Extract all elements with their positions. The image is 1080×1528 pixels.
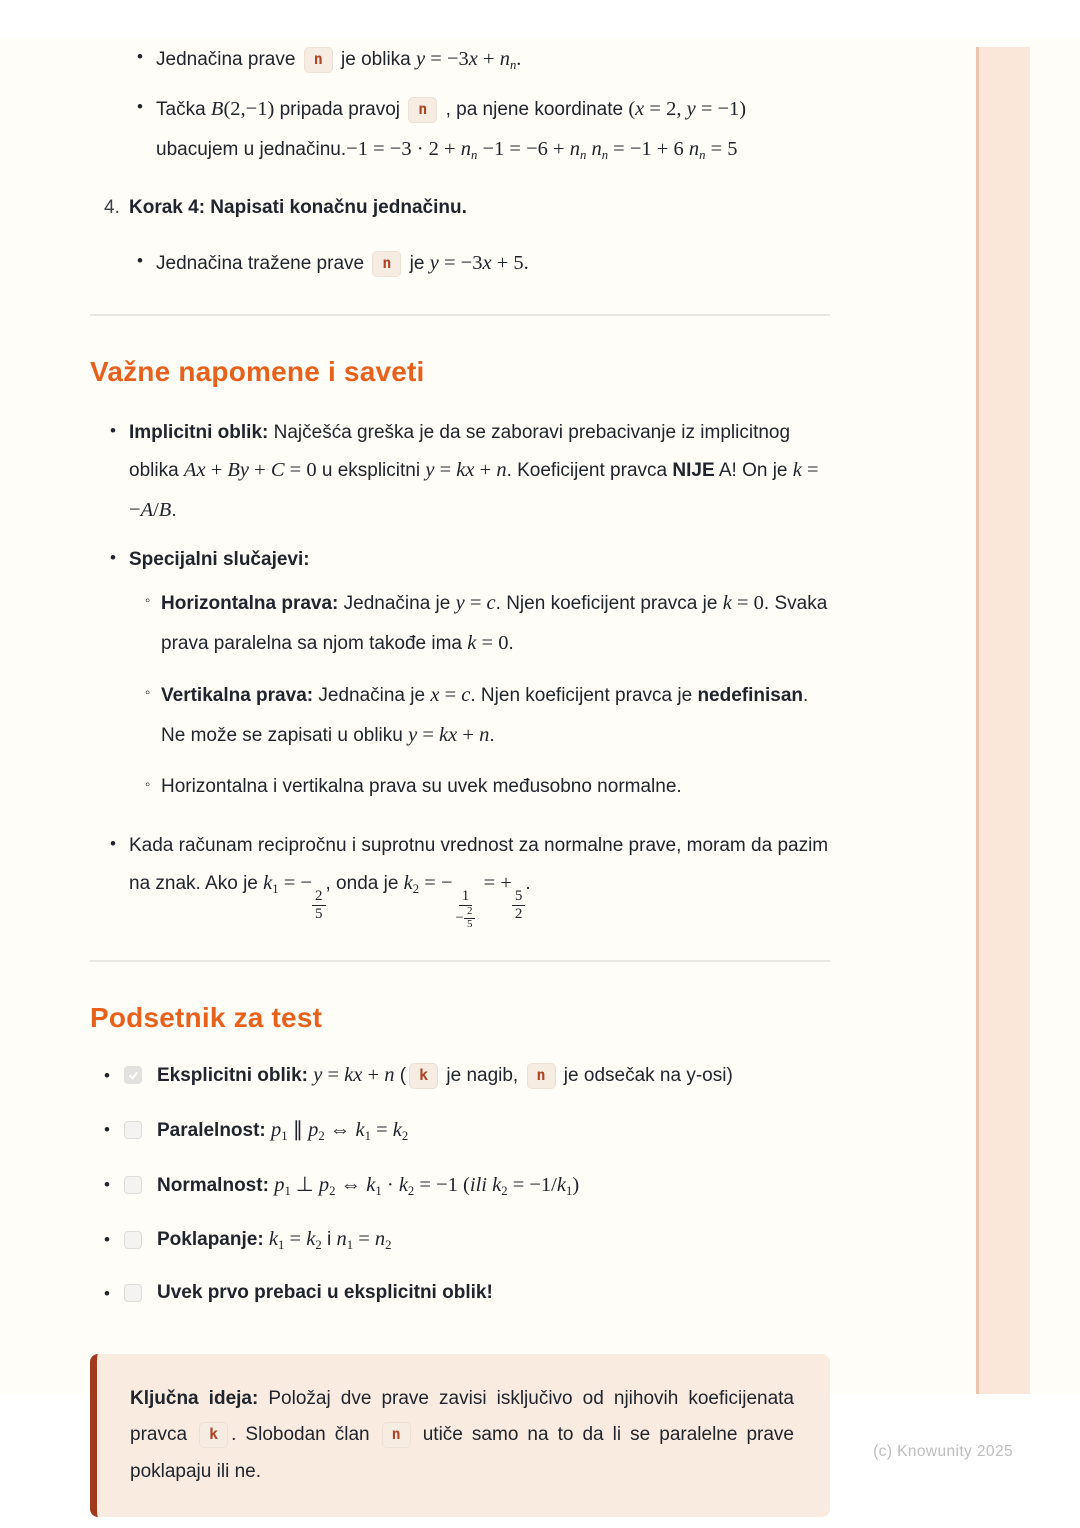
checkbox-unchecked[interactable] [124,1176,142,1194]
list-item [104,541,830,817]
list-item-text: Jednačina prave n je oblika $y = -3x + n_n$. [156,48,522,72]
list-item [104,827,830,930]
bullet-list [104,414,830,930]
fraction: $\frac{2}{5}$ [464,906,476,930]
bullet-marker: • [104,1283,110,1303]
copyright-footer: (c) Knowunity 2025 [873,1443,1013,1460]
code-chip: n [382,1422,411,1448]
math-expression: $y = -3x + n_n$. [416,48,522,72]
bullet-marker: • [110,547,116,567]
bold-text: Uvek prvo prebaci u eksplicitni oblik! [157,1282,493,1304]
sub-list-item [139,676,830,756]
sub-list-item-text: Vertikalna prava: Jednačina je x = c. Njen koeficijent pravca je nedefinisan. Ne može se zapisati u obliku y = kx + n. [161,683,809,746]
checklist-item [104,1170,830,1201]
checklist-item [104,1060,830,1091]
list-item-text: Tačka B(2,−1) pripada pravoj n , pa njene koordinate (x = 2, y = −1) ubacujem u jednačinu.−1 = $-3 \cdot 2 + n_n -1 = -6 + n_n$ $n_n = -1 + 6$ $n_n = 5$ [156,97,747,162]
list-item [131,244,830,284]
bold-text: Horizontalna prava: [161,593,344,614]
checkbox-unchecked[interactable] [124,1121,142,1139]
math-expression: k = −A/B [129,459,819,521]
math-expression: $n_1 = n_2$ [336,1228,392,1253]
code-chip: n [527,1063,556,1089]
checkbox-checked[interactable] [124,1066,142,1084]
bullet-list [131,244,830,284]
math-expression: y = kx + n [425,459,507,482]
math-expression: = + [478,871,512,894]
checklist [104,1060,830,1308]
bullet-list [131,40,830,170]
checkbox-unchecked[interactable] [124,1231,142,1249]
section-title: Podsetnik za test [90,1002,323,1034]
checklist-item-text [157,1279,493,1308]
list-item-text: Jednačina tražene prave n je y = −3x + 5. [156,244,830,284]
bold-text: Poklapanje: [157,1229,269,1251]
callout-key-idea [90,1354,830,1517]
section-title: Važne napomene i saveti [90,355,425,387]
bullet-marker: • [104,1229,110,1249]
math-expression: Ax + By + C = 0 [183,459,317,482]
math-expression: $k_1 = k_2$ [268,1228,322,1253]
checkbox-unchecked[interactable] [124,1284,142,1302]
bold-text: Normalnost: [157,1174,275,1196]
document-body [90,40,830,1517]
circle-bullet-marker: ◦ [145,775,151,793]
section-divider [90,314,830,316]
bold-text: Vertikalna prava: [161,684,319,706]
bullet-marker: • [104,1120,110,1140]
bullet-marker: • [110,833,116,853]
list-item [131,40,830,80]
sub-list-item-text: Horizontalna i vertikalna prava su uvek međusobno normalne. [161,775,682,797]
math-expression: $-1 = -3 \cdot 2 + n_n -1 = -6 + n_n$ $n_n = -1 + 6$ $n_n = 5$ [346,137,738,162]
list-item-text [129,541,830,817]
code-chip: k [409,1063,438,1089]
math-expression: B(2,−1) [210,97,275,120]
bullet-marker: • [104,1065,110,1085]
list-item [131,90,830,170]
bold-text: Implicitni oblik: [129,421,274,443]
math-expression: y = kx + n [408,723,490,746]
callout-text: Ključna ideja: Položaj dve prave zavisi isključivo od njihovih koeficijenata pravca k . Slobodan član n utiče samo na to da li se paralelne prave poklapaju ili ne. [130,1387,794,1482]
checklist-item [104,1279,830,1308]
decorative-side-strip [976,47,1030,1394]
checkmark-icon [128,1070,139,1081]
checklist-item [104,1224,830,1255]
step-title [129,190,467,226]
sub-bullet-list [139,584,830,805]
math-expression: $p_1$ ∥ $p_2$ ⇔ $k_1 = k_2$ [271,1118,409,1143]
bullet-marker: • [137,47,143,66]
list-item-text: Kada računam recipročnu i suprotnu vrednost za normalne prave, moram da pazim na znak. Ako je $k_1$ = − $\frac{2}{5}$ , onda je $k_2$ = − 1 − $\frac{2}{5}$ = + $\frac{5}{2}$ . [129,834,829,930]
circle-bullet-marker: ◦ [145,683,151,701]
math-expression: k = 0 [467,631,509,654]
checklist-item-text: Eksplicitni oblik: y = kx + n ( k je nagib, n je odsečak na y-osi) [157,1060,733,1091]
bullet-marker: • [110,420,116,440]
math-expression: (x = 2, y = −1) [628,97,747,120]
checklist-item-text: Poklapanje: $k_1 = k_2$ i $n_1 = n_2$ [157,1228,392,1253]
bold-text: Specijalni slučajevi: [129,548,310,570]
list-item [104,414,830,531]
code-chip: k [199,1422,228,1448]
bold-text: Ključna ideja: [130,1387,269,1409]
math-expression: x = c [430,683,471,706]
sub-list-item [139,584,830,664]
math-expression: y = −3x + 5. [429,252,529,274]
bold-text: nedefinisan [697,684,804,706]
checklist-item-text [157,1170,579,1201]
numbered-step [104,190,830,226]
checklist-item [104,1115,830,1146]
sub-list-item-text: Horizontalna prava: Jednačina je y = c. Njen koeficijent pravca je k = 0. Svaka prava paralelna sa njom takođe ima k = 0. [161,592,828,654]
bold-text: Paralelnost: [157,1119,272,1141]
math-expression: y = c [455,592,496,614]
bullet-marker: • [137,96,143,116]
code-chip: n [372,251,401,277]
math-expression: $k_1$ = − [263,871,312,896]
step-number: 4. [104,196,120,218]
math-expression: y = kx + n [313,1064,395,1087]
fraction: $\frac{2}{5}$ [312,888,326,923]
circle-bullet-marker: ◦ [145,592,151,609]
checklist-item-text [157,1115,408,1146]
bullet-marker: • [137,251,143,270]
bold-text: Korak 4: Napisati konačnu jednačinu. [129,196,467,218]
bullet-marker: • [104,1175,110,1195]
sub-list-item [139,768,830,805]
code-chip: n [408,97,437,123]
fraction: 1 − $\frac{2}{5}$ [453,888,479,930]
code-chip: n [304,47,333,73]
list-item-text: Implicitni oblik: Najčešća greška je da se zaboravi prebacivanje iz implicitnog oblika Ax + By + C = 0 u eksplicitni y = kx + n. Koeficijent pravca NIJE A! On je k = −A/B. [129,421,819,521]
math-expression: $p_1$ ⊥ $p_2$ ⇔ $k_1 \cdot k_2 = -1$ (ili $k_2 = -1/k_1$) [274,1173,580,1198]
bold-text: NIJE [672,460,715,482]
section-divider [90,960,830,962]
bold-text: Eksplicitni oblik: [157,1065,314,1087]
fraction: $\frac{5}{2}$ [512,888,526,923]
math-expression: $k_2$ = − [403,871,453,896]
math-expression: k = 0 [722,592,764,614]
